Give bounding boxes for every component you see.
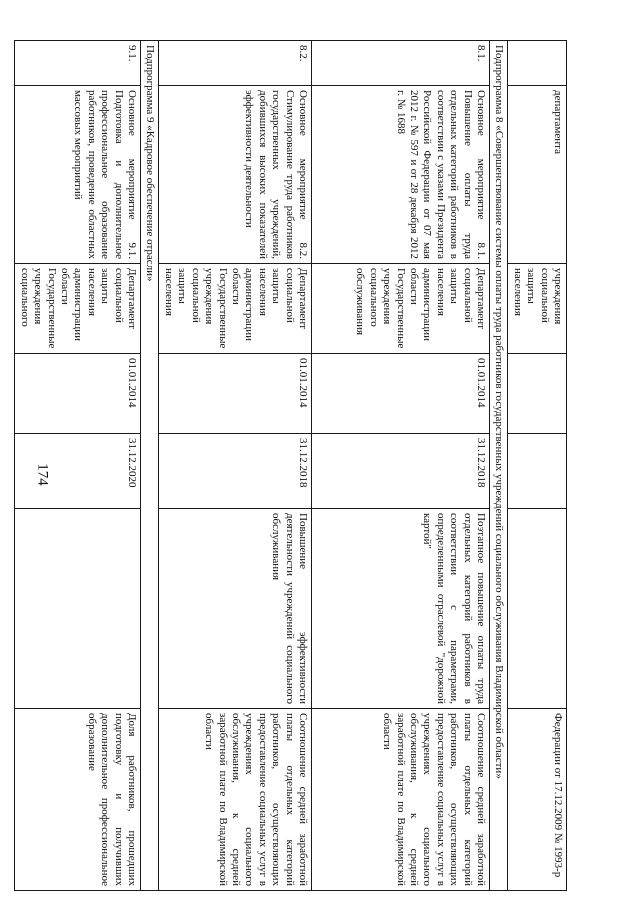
measure-name: Основное мероприятие 8.1. Повышение оплаты труда отдельных категорий работников в соответствии с указами Президента Российской Федерации от 07 мая 2012 г. № 597 и от 28 декабря 2012 г. № 1688: [311, 86, 489, 264]
continuation-row: [508, 41, 567, 891]
measure-executor: Департамент социальной защиты населения администрации области Государственные учреждения социального: [15, 264, 141, 354]
table-row: [311, 41, 489, 891]
subprogram-8-header: [489, 41, 507, 891]
row-number: 8.2.: [159, 41, 311, 86]
target-indicator: Соотношение средней заработной платы отдельных категорий работников, осуществляющих предоставление социальных услуг в учреждениях социального обслуживания, к средней заработной плате по Владимирской области: [311, 709, 489, 891]
expected-result: Повышение эффективности деятельности учреждений социального обслуживания: [159, 509, 311, 709]
row-number: 8.1.: [311, 41, 489, 86]
subprogram-9-header: [141, 41, 159, 891]
table-row: [15, 41, 141, 891]
end-date: 31.12.2018: [159, 434, 311, 509]
continuation-item: департамента: [508, 86, 567, 264]
end-date: 31.12.2018: [311, 434, 489, 509]
start-date: 01.01.2014: [159, 354, 311, 434]
continuation-executor: учреждения социальной защиты населения: [508, 264, 567, 354]
page-number: 174: [34, 463, 51, 486]
row-number: 9.1.: [15, 41, 141, 86]
continuation-result: Федерации от 17.12.2009 № 1993-р: [508, 709, 567, 891]
expected-result: Поэтапное повышение оплаты труда отдельных категорий работников в соответствии с параметрами, определенными отраслевой "дорожной картой": [311, 509, 489, 709]
target-indicator: Соотношение средней заработной платы отдельных категорий работников, осуществляющих предоставление социальных услуг в учреждениях социального обслуживания, к средней заработной плате по Владимирской области: [159, 709, 311, 891]
target-indicator: Доля работников, прошедших подготовку и получивших дополнительное профессиональное образование: [15, 709, 141, 891]
measure-executor: Департамент социальной защиты населения администрации области Государственные учреждения социальной защиты населения: [159, 264, 311, 354]
measure-name: Основное мероприятие 9.1. Подготовка и дополнительное профессиональное образование работников, проведение областных массовых мероприятий: [15, 86, 141, 264]
start-date: 01.01.2014: [311, 354, 489, 434]
start-date: 01.01.2014: [15, 354, 141, 434]
measures-table: [14, 40, 567, 891]
subprogram-9-title: Подпрограмма 9 «Кадровое обеспечение отрасли»: [141, 41, 159, 891]
measure-name: Основное мероприятие 8.2. Стимулирование труда работников государственных учреждений, добившихся высоких показателей эффективности деятельности: [159, 86, 311, 264]
table-row: [159, 41, 311, 891]
measure-executor: Департамент социальной защиты населения администрации области Государственные учреждения социального обслуживания: [311, 264, 489, 354]
subprogram-8-title: Подпрограмма 8 «Совершенствование системы оплаты труда работников государственных учреждений социального обслуживания Владимирской области»: [489, 41, 507, 891]
expected-result: [15, 509, 141, 709]
end-date: 31.12.2020: [15, 434, 141, 509]
